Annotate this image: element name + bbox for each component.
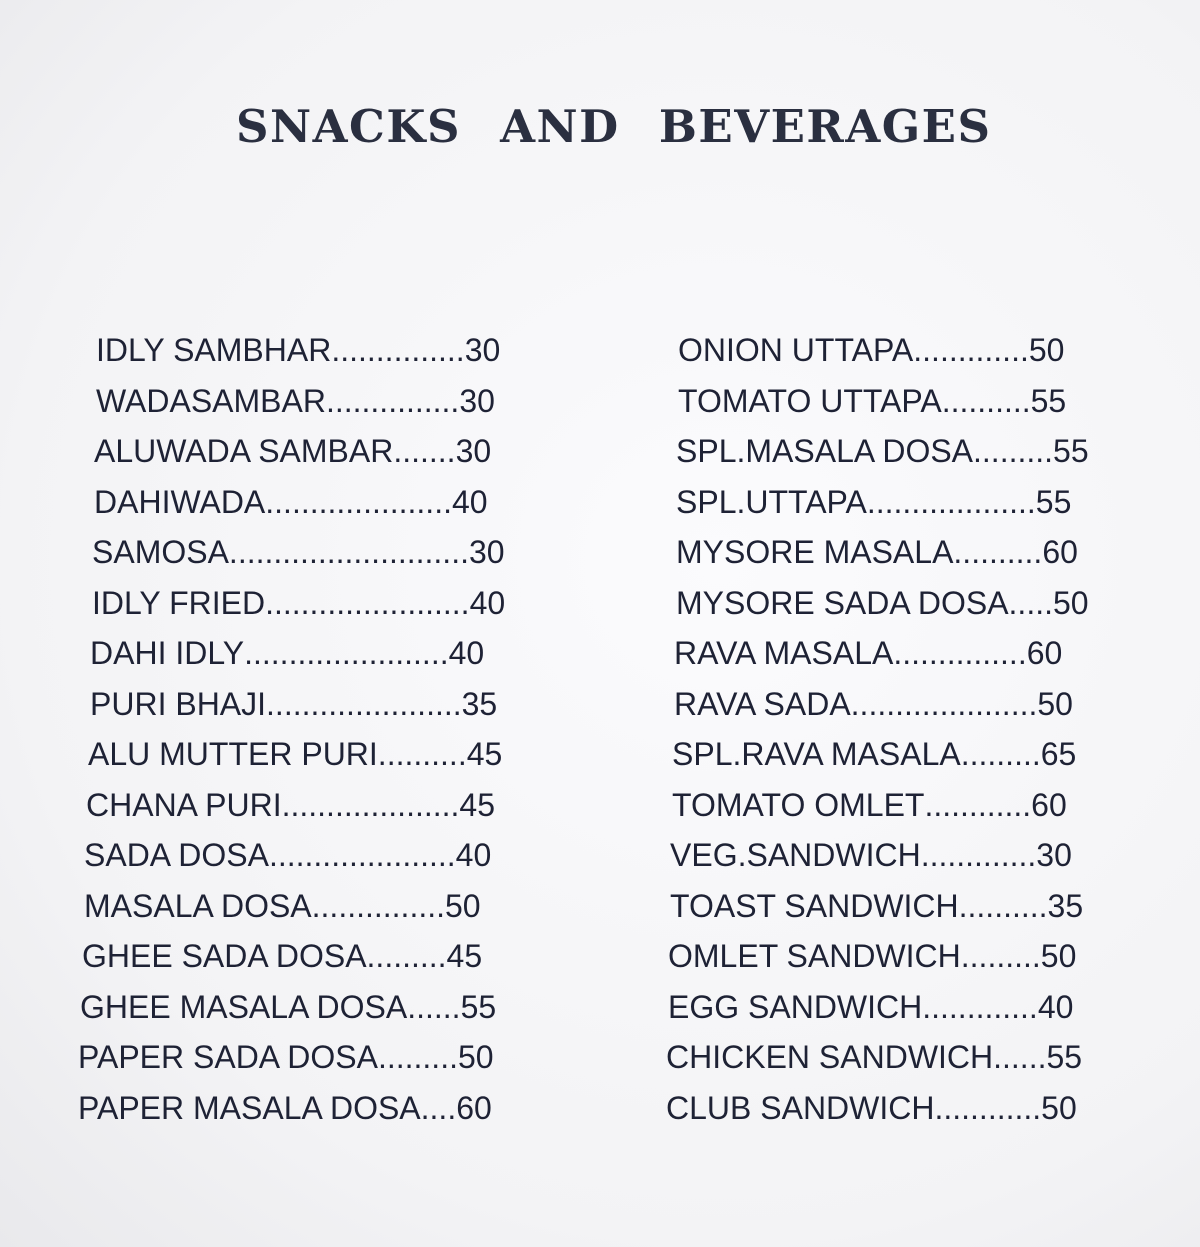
menu-item (78, 1083, 558, 1134)
menu-item (666, 1032, 1146, 1083)
item-price: 50 (1041, 1089, 1077, 1126)
menu-column-left (78, 325, 558, 1133)
item-price: 40 (1037, 988, 1074, 1025)
menu-item (78, 628, 558, 679)
item-price: 40 (455, 837, 492, 873)
item-name: DAHIWADA (94, 483, 266, 520)
item-price: 50 (1052, 584, 1089, 621)
leader-dots: ............ (934, 1089, 1042, 1126)
item-price: 40 (451, 483, 488, 520)
menu-item (78, 679, 558, 730)
menu-item (78, 830, 558, 881)
item-name: GHEE MASALA DOSA (80, 988, 408, 1025)
item-name: CHICKEN SANDWICH (666, 1039, 994, 1075)
item-name: RAVA SADA (674, 685, 851, 722)
menu-item (666, 982, 1146, 1033)
menu-item (666, 578, 1146, 629)
menu-item (78, 376, 558, 427)
item-price: 30 (459, 382, 495, 419)
menu-item (666, 931, 1146, 982)
item-price: 55 (1046, 1039, 1083, 1075)
item-name: SADA DOSA (84, 837, 269, 873)
menu-item (666, 1083, 1146, 1134)
menu-item (666, 628, 1146, 679)
leader-dots: ............ (924, 786, 1032, 823)
item-name: IDLY SAMBHAR (96, 332, 332, 368)
item-name: MYSORE SADA DOSA (676, 584, 1009, 621)
leader-dots: ....................... (265, 584, 470, 621)
menu-item (78, 578, 558, 629)
leader-dots: ..................... (265, 483, 452, 520)
item-name: SAMOSA (92, 534, 229, 570)
leader-dots: ......... (960, 736, 1041, 772)
leader-dots: ............... (331, 332, 465, 368)
menu-column-right (666, 325, 1146, 1133)
item-price: 35 (1047, 887, 1084, 924)
menu-item (666, 729, 1146, 780)
item-name: CLUB SANDWICH (666, 1089, 935, 1126)
item-price: 30 (464, 332, 501, 368)
menu-item (666, 830, 1146, 881)
item-name: ALUWADA SAMBAR (94, 433, 394, 469)
menu-item (78, 881, 558, 932)
leader-dots: .......... (953, 534, 1043, 570)
item-name: IDLY FRIED (92, 584, 266, 621)
menu-item (666, 376, 1146, 427)
item-name: DAHI IDLY (90, 635, 245, 671)
item-name: SPL.RAVA MASALA (672, 736, 961, 772)
item-price: 50 (457, 1039, 494, 1075)
leader-dots: ............... (893, 635, 1027, 671)
leader-dots: ............. (913, 332, 1029, 368)
item-name: TOMATO UTTAPA (678, 382, 942, 419)
menu-item (666, 477, 1146, 528)
item-name: CHANA PURI (86, 786, 282, 823)
leader-dots: .................... (281, 786, 460, 823)
item-price: 65 (1040, 736, 1077, 772)
leader-dots: ......... (973, 433, 1054, 469)
item-price: 45 (466, 736, 503, 772)
item-price: 40 (448, 635, 485, 671)
item-name: SPL.UTTAPA (676, 483, 867, 520)
leader-dots: .......... (377, 736, 467, 772)
item-name: GHEE SADA DOSA (82, 938, 367, 974)
menu-item (78, 477, 558, 528)
leader-dots: ....... (393, 433, 456, 469)
leader-dots: .......... (958, 887, 1048, 924)
item-name: TOAST SANDWICH (670, 887, 959, 924)
item-name: ONION UTTAPA (678, 332, 914, 368)
item-price: 45 (459, 786, 495, 823)
menu-item (78, 527, 558, 578)
menu-item (666, 527, 1146, 578)
item-price: 60 (1031, 786, 1067, 823)
leader-dots: ......... (377, 1039, 458, 1075)
leader-dots: ..................... (268, 837, 456, 873)
item-name: MASALA DOSA (84, 887, 312, 924)
item-price: 35 (461, 685, 498, 722)
item-price: 45 (446, 938, 483, 974)
menu-item (666, 881, 1146, 932)
item-name: MYSORE MASALA (676, 534, 954, 570)
menu-item (666, 780, 1146, 831)
menu-item (666, 679, 1146, 730)
menu-item (78, 426, 558, 477)
menu-title: SNACKS AND BEVERAGES (236, 100, 992, 153)
leader-dots: ................... (866, 483, 1036, 520)
leader-dots: ............. (922, 988, 1038, 1025)
item-name: EGG SANDWICH (668, 988, 923, 1025)
item-price: 60 (1042, 534, 1078, 570)
item-name: PAPER MASALA DOSA (78, 1089, 421, 1126)
item-name: VEG.SANDWICH (670, 837, 921, 873)
item-price: 50 (1037, 685, 1073, 722)
leader-dots: ...... (407, 988, 461, 1025)
menu-item (666, 426, 1146, 477)
leader-dots: ...................... (266, 685, 462, 722)
leader-dots: .... (420, 1089, 457, 1126)
item-name: PURI BHAJI (90, 685, 267, 722)
leader-dots: ......... (366, 938, 447, 974)
item-price: 40 (469, 584, 506, 621)
leader-dots: ......... (960, 938, 1041, 974)
item-price: 55 (1053, 433, 1089, 469)
menu-item (78, 780, 558, 831)
menu-item (78, 1032, 558, 1083)
item-price: 60 (456, 1089, 492, 1126)
leader-dots: ..... (1008, 584, 1053, 621)
item-price: 50 (1028, 332, 1065, 368)
leader-dots: ...... (993, 1039, 1047, 1075)
menu-item (78, 325, 558, 376)
item-name: TOMATO OMLET (672, 786, 925, 823)
item-name: WADASAMBAR (96, 382, 326, 419)
item-name: PAPER SADA DOSA (78, 1039, 378, 1075)
item-price: 30 (455, 433, 492, 469)
item-name: SPL.MASALA DOSA (676, 433, 974, 469)
leader-dots: .......... (941, 382, 1031, 419)
leader-dots: ....................... (244, 635, 449, 671)
leader-dots: ........................... (228, 534, 469, 570)
menu-item (78, 982, 558, 1033)
item-price: 55 (1035, 483, 1072, 520)
leader-dots: ............... (311, 887, 445, 924)
item-price: 30 (1036, 837, 1072, 873)
item-name: ALU MUTTER PURI (88, 736, 378, 772)
leader-dots: ............. (920, 837, 1037, 873)
item-price: 60 (1026, 635, 1063, 671)
item-name: RAVA MASALA (674, 635, 894, 671)
item-price: 50 (1040, 938, 1077, 974)
leader-dots: ..................... (850, 685, 1038, 722)
item-price: 55 (1030, 382, 1067, 419)
leader-dots: ............... (325, 382, 460, 419)
menu-item (78, 931, 558, 982)
item-price: 30 (468, 534, 505, 570)
item-price: 50 (445, 887, 481, 924)
menu-item (666, 325, 1146, 376)
item-name: OMLET SANDWICH (668, 938, 961, 974)
item-price: 55 (460, 988, 497, 1025)
menu-item (78, 729, 558, 780)
